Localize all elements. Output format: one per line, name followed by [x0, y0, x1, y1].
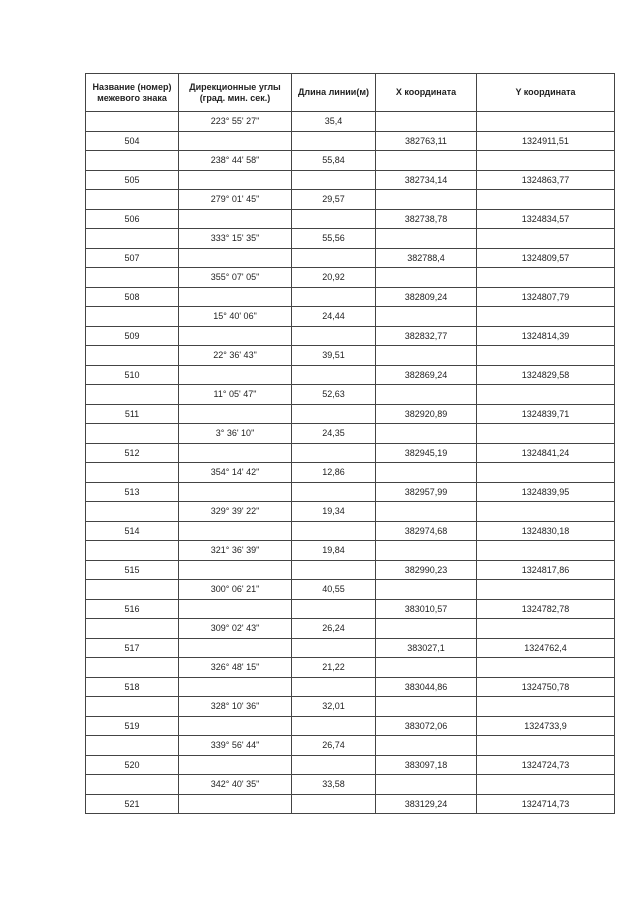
line-length-cell [292, 560, 376, 580]
marker-name-cell: 521 [86, 794, 179, 814]
marker-name-cell [86, 424, 179, 444]
direction-angle-cell [179, 326, 292, 346]
marker-name-cell [86, 463, 179, 483]
marker-name-cell [86, 697, 179, 717]
header-y-coordinate: Y координата [477, 74, 615, 112]
line-length-cell [292, 755, 376, 775]
y-coordinate-cell: 1324814,39 [477, 326, 615, 346]
line-length-cell: 19,84 [292, 541, 376, 561]
direction-angle-cell: 300° 06' 21" [179, 580, 292, 600]
table-row [86, 112, 615, 132]
direction-angle-cell [179, 248, 292, 268]
table-row [86, 404, 615, 424]
marker-name-cell: 514 [86, 521, 179, 541]
marker-name-cell [86, 736, 179, 756]
table-row [86, 658, 615, 678]
table-row [86, 638, 615, 658]
direction-angle-cell [179, 755, 292, 775]
direction-angle-cell [179, 482, 292, 502]
marker-name-cell: 511 [86, 404, 179, 424]
y-coordinate-cell [477, 658, 615, 678]
y-coordinate-cell [477, 736, 615, 756]
y-coordinate-cell: 1324841,24 [477, 443, 615, 463]
line-length-cell: 19,34 [292, 502, 376, 522]
x-coordinate-cell: 382957,99 [376, 482, 477, 502]
marker-name-cell [86, 541, 179, 561]
marker-name-cell [86, 268, 179, 288]
header-line-length: Длина линии(м) [292, 74, 376, 112]
x-coordinate-cell [376, 229, 477, 249]
direction-angle-cell: 339° 56' 44" [179, 736, 292, 756]
y-coordinate-cell [477, 385, 615, 405]
y-coordinate-cell: 1324762,4 [477, 638, 615, 658]
y-coordinate-cell: 1324733,9 [477, 716, 615, 736]
direction-angle-cell: 329° 39' 22" [179, 502, 292, 522]
table-row [86, 326, 615, 346]
table-row [86, 151, 615, 171]
x-coordinate-cell: 382809,24 [376, 287, 477, 307]
line-length-cell: 39,51 [292, 346, 376, 366]
direction-angle-cell [179, 521, 292, 541]
y-coordinate-cell: 1324714,73 [477, 794, 615, 814]
x-coordinate-cell [376, 346, 477, 366]
marker-name-cell [86, 658, 179, 678]
y-coordinate-cell: 1324863,77 [477, 170, 615, 190]
direction-angle-cell [179, 716, 292, 736]
direction-angle-cell [179, 677, 292, 697]
x-coordinate-cell [376, 658, 477, 678]
y-coordinate-cell [477, 424, 615, 444]
line-length-cell: 29,57 [292, 190, 376, 210]
x-coordinate-cell: 382920,89 [376, 404, 477, 424]
line-length-cell [292, 326, 376, 346]
x-coordinate-cell: 383097,18 [376, 755, 477, 775]
table-row [86, 599, 615, 619]
line-length-cell [292, 131, 376, 151]
y-coordinate-cell [477, 112, 615, 132]
x-coordinate-cell [376, 736, 477, 756]
line-length-cell: 40,55 [292, 580, 376, 600]
x-coordinate-cell [376, 385, 477, 405]
line-length-cell [292, 443, 376, 463]
x-coordinate-cell: 382738,78 [376, 209, 477, 229]
x-coordinate-cell: 383072,06 [376, 716, 477, 736]
direction-angle-cell: 321° 36' 39" [179, 541, 292, 561]
direction-angle-cell [179, 404, 292, 424]
line-length-cell [292, 794, 376, 814]
table-header-row [86, 74, 615, 112]
direction-angle-cell [179, 443, 292, 463]
x-coordinate-cell [376, 151, 477, 171]
marker-name-cell [86, 190, 179, 210]
x-coordinate-cell [376, 502, 477, 522]
table-row [86, 482, 615, 502]
table-row [86, 131, 615, 151]
line-length-cell: 26,74 [292, 736, 376, 756]
direction-angle-cell: 355° 07' 05" [179, 268, 292, 288]
y-coordinate-cell [477, 697, 615, 717]
marker-name-cell [86, 346, 179, 366]
x-coordinate-cell: 383027,1 [376, 638, 477, 658]
marker-name-cell: 518 [86, 677, 179, 697]
marker-name-cell: 504 [86, 131, 179, 151]
marker-name-cell: 515 [86, 560, 179, 580]
y-coordinate-cell [477, 775, 615, 795]
marker-name-cell: 520 [86, 755, 179, 775]
line-length-cell: 32,01 [292, 697, 376, 717]
table-row [86, 502, 615, 522]
line-length-cell [292, 287, 376, 307]
x-coordinate-cell: 382788,4 [376, 248, 477, 268]
line-length-cell [292, 716, 376, 736]
x-coordinate-cell: 383129,24 [376, 794, 477, 814]
table-row [86, 346, 615, 366]
y-coordinate-cell [477, 541, 615, 561]
direction-angle-cell [179, 131, 292, 151]
boundary-coordinates-table [85, 73, 615, 814]
y-coordinate-cell [477, 190, 615, 210]
line-length-cell: 21,22 [292, 658, 376, 678]
line-length-cell [292, 404, 376, 424]
y-coordinate-cell: 1324750,78 [477, 677, 615, 697]
header-x-coordinate: X координата [376, 74, 477, 112]
direction-angle-cell: 279° 01' 45" [179, 190, 292, 210]
line-length-cell [292, 482, 376, 502]
x-coordinate-cell [376, 619, 477, 639]
marker-name-cell: 512 [86, 443, 179, 463]
table-row [86, 580, 615, 600]
x-coordinate-cell: 382734,14 [376, 170, 477, 190]
marker-name-cell: 517 [86, 638, 179, 658]
header-direction-angle: Дирекционные углы (град. мин. сек.) [179, 74, 292, 112]
line-length-cell [292, 521, 376, 541]
table-row [86, 697, 615, 717]
marker-name-cell: 519 [86, 716, 179, 736]
table-row [86, 677, 615, 697]
table-row [86, 365, 615, 385]
line-length-cell [292, 638, 376, 658]
marker-name-cell [86, 229, 179, 249]
table-row [86, 775, 615, 795]
direction-angle-cell: 309° 02' 43" [179, 619, 292, 639]
marker-name-cell: 506 [86, 209, 179, 229]
table-row [86, 170, 615, 190]
y-coordinate-cell [477, 151, 615, 171]
y-coordinate-cell [477, 502, 615, 522]
x-coordinate-cell [376, 190, 477, 210]
direction-angle-cell: 22° 36' 43" [179, 346, 292, 366]
marker-name-cell [86, 307, 179, 327]
line-length-cell: 52,63 [292, 385, 376, 405]
marker-name-cell [86, 775, 179, 795]
line-length-cell: 55,56 [292, 229, 376, 249]
marker-name-cell [86, 385, 179, 405]
x-coordinate-cell [376, 424, 477, 444]
line-length-cell: 12,86 [292, 463, 376, 483]
y-coordinate-cell: 1324829,58 [477, 365, 615, 385]
table-row [86, 619, 615, 639]
table-row [86, 209, 615, 229]
direction-angle-cell: 354° 14' 42" [179, 463, 292, 483]
y-coordinate-cell [477, 463, 615, 483]
direction-angle-cell: 238° 44' 58" [179, 151, 292, 171]
y-coordinate-cell: 1324839,95 [477, 482, 615, 502]
line-length-cell: 26,24 [292, 619, 376, 639]
y-coordinate-cell: 1324839,71 [477, 404, 615, 424]
table-row [86, 560, 615, 580]
marker-name-cell: 510 [86, 365, 179, 385]
table-row [86, 287, 615, 307]
table-row [86, 443, 615, 463]
x-coordinate-cell: 382990,23 [376, 560, 477, 580]
direction-angle-cell [179, 365, 292, 385]
direction-angle-cell [179, 794, 292, 814]
marker-name-cell: 513 [86, 482, 179, 502]
marker-name-cell [86, 502, 179, 522]
x-coordinate-cell: 382974,68 [376, 521, 477, 541]
table-body [86, 112, 615, 814]
y-coordinate-cell [477, 346, 615, 366]
table-row [86, 229, 615, 249]
y-coordinate-cell: 1324807,79 [477, 287, 615, 307]
y-coordinate-cell: 1324724,73 [477, 755, 615, 775]
direction-angle-cell [179, 170, 292, 190]
table-row [86, 794, 615, 814]
line-length-cell: 35,4 [292, 112, 376, 132]
table-row [86, 716, 615, 736]
x-coordinate-cell [376, 268, 477, 288]
x-coordinate-cell: 382763,11 [376, 131, 477, 151]
table-row [86, 424, 615, 444]
line-length-cell [292, 170, 376, 190]
line-length-cell [292, 209, 376, 229]
table-row [86, 268, 615, 288]
marker-name-cell [86, 112, 179, 132]
x-coordinate-cell [376, 697, 477, 717]
line-length-cell: 24,44 [292, 307, 376, 327]
y-coordinate-cell: 1324830,18 [477, 521, 615, 541]
line-length-cell: 55,84 [292, 151, 376, 171]
marker-name-cell [86, 580, 179, 600]
header-marker-name: Название (номер) межевого знака [86, 74, 179, 112]
marker-name-cell: 508 [86, 287, 179, 307]
x-coordinate-cell: 382832,77 [376, 326, 477, 346]
direction-angle-cell: 328° 10' 36" [179, 697, 292, 717]
y-coordinate-cell [477, 307, 615, 327]
y-coordinate-cell: 1324834,57 [477, 209, 615, 229]
table-row [86, 541, 615, 561]
y-coordinate-cell: 1324911,51 [477, 131, 615, 151]
direction-angle-cell: 326° 48' 15" [179, 658, 292, 678]
x-coordinate-cell [376, 463, 477, 483]
y-coordinate-cell [477, 268, 615, 288]
direction-angle-cell: 3° 36' 10" [179, 424, 292, 444]
x-coordinate-cell [376, 112, 477, 132]
line-length-cell [292, 599, 376, 619]
table-row [86, 385, 615, 405]
direction-angle-cell: 11° 05' 47" [179, 385, 292, 405]
y-coordinate-cell [477, 229, 615, 249]
direction-angle-cell: 333° 15' 35" [179, 229, 292, 249]
direction-angle-cell: 342° 40' 35" [179, 775, 292, 795]
line-length-cell: 33,58 [292, 775, 376, 795]
table-row [86, 307, 615, 327]
table-row [86, 521, 615, 541]
x-coordinate-cell: 383044,86 [376, 677, 477, 697]
x-coordinate-cell [376, 541, 477, 561]
table-row [86, 736, 615, 756]
direction-angle-cell [179, 560, 292, 580]
marker-name-cell: 507 [86, 248, 179, 268]
direction-angle-cell [179, 638, 292, 658]
line-length-cell: 24,35 [292, 424, 376, 444]
y-coordinate-cell [477, 580, 615, 600]
line-length-cell [292, 677, 376, 697]
table-row [86, 190, 615, 210]
table-row [86, 755, 615, 775]
x-coordinate-cell: 382945,19 [376, 443, 477, 463]
x-coordinate-cell [376, 775, 477, 795]
direction-angle-cell [179, 287, 292, 307]
x-coordinate-cell: 382869,24 [376, 365, 477, 385]
y-coordinate-cell: 1324809,57 [477, 248, 615, 268]
x-coordinate-cell [376, 307, 477, 327]
y-coordinate-cell: 1324817,86 [477, 560, 615, 580]
x-coordinate-cell: 383010,57 [376, 599, 477, 619]
y-coordinate-cell [477, 619, 615, 639]
line-length-cell: 20,92 [292, 268, 376, 288]
table-row [86, 248, 615, 268]
direction-angle-cell [179, 209, 292, 229]
marker-name-cell: 505 [86, 170, 179, 190]
direction-angle-cell [179, 599, 292, 619]
marker-name-cell: 516 [86, 599, 179, 619]
direction-angle-cell: 15° 40' 06" [179, 307, 292, 327]
x-coordinate-cell [376, 580, 477, 600]
line-length-cell [292, 248, 376, 268]
table-row [86, 463, 615, 483]
marker-name-cell: 509 [86, 326, 179, 346]
marker-name-cell [86, 619, 179, 639]
marker-name-cell [86, 151, 179, 171]
direction-angle-cell: 223° 55' 27" [179, 112, 292, 132]
line-length-cell [292, 365, 376, 385]
y-coordinate-cell: 1324782,78 [477, 599, 615, 619]
